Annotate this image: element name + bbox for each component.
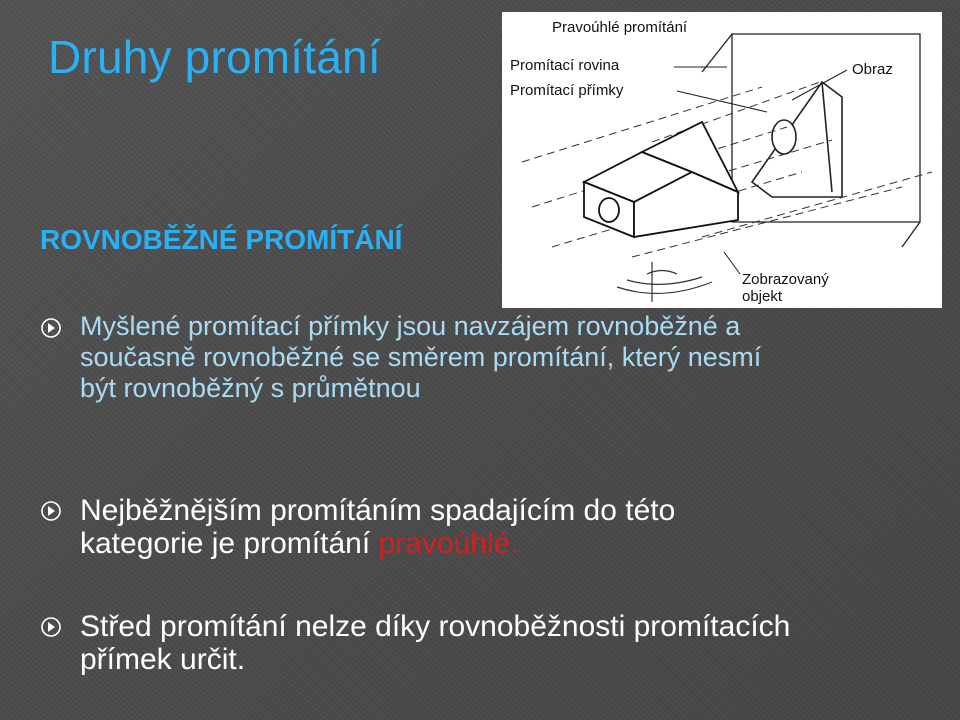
bullet-text <box>80 494 800 560</box>
bullet-item <box>40 610 800 676</box>
figure-title-label: Pravoúhlé promítání <box>552 19 688 36</box>
bullet-text-main: Nejběžnějším promítáním spadajícím do této kategorie je promítání <box>80 494 676 560</box>
figure-image-label: Obraz <box>852 61 893 78</box>
bullet-item <box>40 494 800 560</box>
projection-diagram <box>502 12 942 308</box>
projected-object <box>584 122 738 237</box>
circled-arrow-bullet-icon <box>40 494 80 527</box>
bullet-highlight: pravoúhlé. <box>378 527 519 560</box>
figure-plane-label: Promítací rovina <box>510 57 620 74</box>
slide-subtitle: ROVNOBĚŽNÉ PROMÍTÁNÍ <box>40 224 403 255</box>
projected-image <box>752 82 842 197</box>
figure-object-label-2: objekt <box>742 288 783 305</box>
base-arcs <box>617 262 712 302</box>
slide-title: Druhy promítání <box>48 31 381 83</box>
circled-arrow-bullet-icon <box>40 610 80 643</box>
figure-lines-label: Promítací přímky <box>510 82 624 99</box>
figure-object-label-1: Zobrazovaný <box>742 271 829 288</box>
circled-arrow-bullet-icon <box>40 311 80 344</box>
projection-figure <box>502 12 942 308</box>
bullet-text: Myšlené promítací přímky jsou navzájem rovnoběžné a současně rovnoběžné se směrem promítání, který nesmí být rovnoběžný s průmětnou <box>80 311 762 403</box>
bullet-text: Střed promítání nelze díky rovnoběžnosti promítacích přímek určit. <box>80 610 791 676</box>
bullet-item <box>40 311 800 404</box>
